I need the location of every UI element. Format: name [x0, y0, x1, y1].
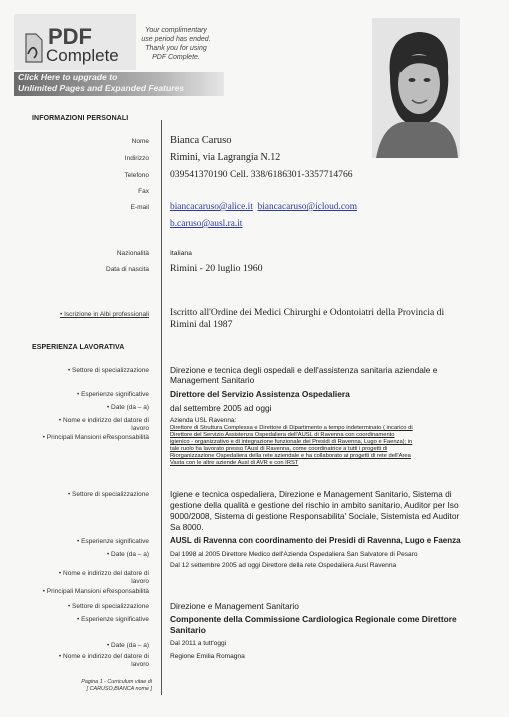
profile-photo	[372, 18, 460, 158]
label-duties-2: • Principali Mansioni eResponsabilità	[42, 588, 149, 595]
value-birth: Rimini - 20 luglio 1960	[170, 263, 263, 274]
pdf-logo-icon	[22, 32, 44, 64]
label-sector-2: • Settore di specializzazione	[67, 491, 149, 498]
label-employer-1: • Nome e indirizzo del datore di lavoro	[58, 417, 149, 432]
value-date-3: Dal 2011 a tutt'oggi	[170, 640, 227, 647]
email-field	[170, 202, 357, 212]
value-address: Rimini, via Lagrangia N.12	[170, 152, 281, 163]
label-date-1: • Date (da – a)	[106, 404, 149, 411]
upgrade-link[interactable]: Click Here to upgrade to Unlimited Pages and Expanded Features	[14, 72, 224, 96]
label-sector-1: • Settore di specializzazione	[67, 367, 149, 374]
value-name: Bianca Caruso	[170, 135, 232, 146]
email-link-1[interactable]: biancacaruso@alice.it	[170, 202, 253, 212]
label-employer-3: • Nome e indirizzo del datore di lavoro	[58, 653, 149, 668]
label-fax: Fax	[138, 188, 149, 195]
banner-notice: Your complimentary use period has ended. Thank you for using PDF Complete.	[141, 27, 211, 61]
banner-logo-complete: Complete	[46, 46, 119, 65]
value-nationality: Italiana	[170, 250, 192, 257]
label-experience-1: • Esperienze significative	[76, 391, 149, 398]
email-link-3[interactable]: b.caruso@ausl.ra.it	[170, 219, 243, 229]
label-experience-3: • Esperienze significative	[76, 616, 149, 623]
label-email: E-mail	[130, 204, 149, 211]
label-register: • Iscrizione in Albi professionali	[60, 311, 149, 318]
column-divider	[161, 120, 162, 695]
value-duties-1: Direttore di Struttura Complessa e Direttore di Dipartimento a tempo indeterminato ( incarico di Direttore del Servizio Assistenza Ospedaliera dell'AUSL di Ravenna con coordinamento igienico - organizzativo e di integrazione funzionale dei Presidi di Ravenna, Lugo e Faenza); in tale ruolo ha lavorato presso l'Ausl di Ravenna, come coordinatrice a tutti i progetti di Riorganizzazione Ospedaliera della rete aziendale e ha collaborato ai progetti di rete dell'Area Vasta con le altre aziende Ausl di AVR e con IRST	[170, 425, 413, 466]
value-sector-1: Direzione e tecnica degli ospedali e dell'assistenza sanitaria aziendale e Management Sanitario	[170, 365, 438, 385]
value-experience-2: AUSL di Ravenna con coordinamento dei Presidi di Ravenna, Lugo e Faenza	[170, 536, 461, 545]
label-experience-2: • Esperienze significative	[76, 538, 149, 545]
value-phone: 039541370190 Cell. 338/6186301-3357714766	[170, 169, 353, 180]
label-date-2: • Date (da – a)	[106, 551, 149, 558]
value-sector-3: Direzione e Management Sanitario	[170, 601, 299, 611]
label-birth: Data di nascita	[106, 266, 149, 273]
value-employer-3: Regione Emilia Romagna	[170, 653, 245, 660]
banner-logo-pdf: PDF	[48, 24, 92, 49]
section-experience: ESPERIENZA LAVORATIVA	[32, 344, 125, 351]
label-nationality: Nazionalità	[116, 250, 149, 257]
value-date-2: Dal 1998 al 2005 Direttore Medico dell'Azienda Ospedaliera San Salvatore di Pesaro Dal 12 settembre 2005 ad oggi Direttore della rete Ospedaliera Ausl Ravenna	[170, 551, 418, 569]
label-address: Indirizzo	[124, 155, 149, 162]
label-date-3: • Date (da – a)	[106, 642, 149, 649]
label-name: Nome	[131, 138, 149, 145]
value-employer-1: Azienda USL Ravenna:	[170, 417, 237, 424]
value-experience-1: Direttore del Servizio Assistenza Ospedaliera	[170, 389, 350, 399]
value-date-1: dal settembre 2005 ad oggi	[170, 403, 272, 413]
value-experience-3: Componente della Commissione Cardiologica Regionale come Direttore Sanitario	[170, 614, 457, 635]
page-footer: Pagina 1 - Curriculum vitae di [ CARUSO,BIANCA nome ]	[81, 679, 152, 692]
value-sector-2: Igiene e tecnica ospedaliera, Direzione e Management Sanitario, Sistema di gestione della qualità e gestione del rischio in ambito sanitario, Auditor per Iso 9000/2008, Sistema di gestione Responsabilita' Sociale, Sistemista ed Auditor Sa 8000.	[170, 489, 460, 532]
email-field-2	[170, 219, 242, 229]
email-link-2[interactable]: biancacaruso@icloud.com	[257, 202, 357, 212]
label-employer-2: • Nome e indirizzo del datore di lavoro	[58, 570, 149, 585]
label-duties-1: • Principali Mansioni eResponsabilità	[42, 434, 149, 441]
pdf-complete-banner[interactable]	[14, 14, 224, 96]
section-personal-info: INFORMAZIONI PERSONALI	[32, 115, 129, 122]
value-register: Iscritto all'Ordine dei Medici Chirurghi e Odontoiatri della Provincia di Rimini dal 1987	[170, 307, 445, 330]
label-phone: Telefono	[124, 172, 149, 179]
label-sector-3: • Settore di specializzazione	[67, 603, 149, 610]
